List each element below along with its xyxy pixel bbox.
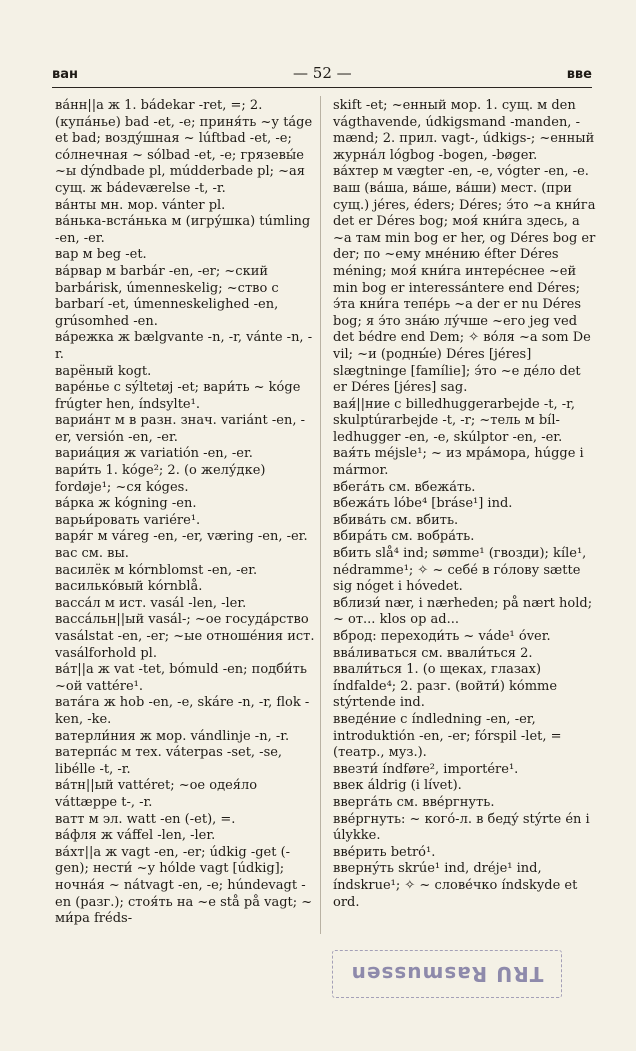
page-header <box>52 64 592 86</box>
dictionary-entry: вас см. вы. <box>55 546 129 562</box>
dictionary-entry: ва́фля ж váffel -len, -ler. <box>55 828 216 844</box>
column-divider <box>320 96 321 934</box>
dictionary-entry: вая́ть méjsle¹; ~ из мра́мора, húgge i mármor. <box>333 446 584 479</box>
stamp-text: TRU Rasmussen <box>350 962 544 986</box>
dictionary-entry: ва́нька-вста́нька м (игру́шка) túmling -en, -er. <box>55 214 311 246</box>
dictionary-entry: ва́рвар м barbár -en, -er; ~ский barbárisk, úmenneskelig; ~ство с barbarí -et, úmenneskelighed -en, grúsomhed -en. <box>55 263 279 329</box>
left-guide-word: ван <box>52 67 78 82</box>
dictionary-entry: вариа́ция ж variatión -en, -er. <box>55 446 253 462</box>
dictionary-entry: вбива́ть см. вбить. <box>333 512 459 528</box>
left-column <box>55 98 317 928</box>
dictionary-entry: вбега́ть см. вбежа́ть. <box>333 479 476 495</box>
dictionary-entry: ва́т||а ж vat -tet, bómuld -en; подби́ть ~ой vattére¹. <box>55 662 307 694</box>
dictionary-entry: вверга́ть см. вве́ргнуть. <box>333 794 495 810</box>
page-number: — 52 — <box>293 64 352 82</box>
dictionary-entry: василёк м kórnblomst -en, -er. <box>55 562 258 578</box>
dictionary-entry: ватт м эл. watt -en (-et), =. <box>55 811 236 827</box>
dictionary-entry: вбить slå⁴ ind; sømme¹ (гвозди); kíle¹, nédramme¹; ✧ ~ себе́ в го́лову sætte sig nóget i hóvedet. <box>333 546 587 595</box>
dictionary-entry: вари́ть 1. kóge²; 2. (о желу́дке) fordøje¹; ~ся kóges. <box>55 463 266 495</box>
dictionary-entry: вброд: переходи́ть ~ váde¹ óver. <box>333 629 551 644</box>
right-column <box>333 98 596 911</box>
dictionary-entry: васса́льн||ый vasál-; ~ое госуда́рство vasálstat -en, -er; ~ые отноше́ния ист. vasálforhold pl. <box>55 612 315 661</box>
dictionary-entry: вблизи́ nær, i nærheden; på nært hold; ~ от... klos op ad... <box>333 595 593 628</box>
dictionary-entry: ввезти́ índføre², importére¹. <box>333 761 519 777</box>
dictionary-entry: варя́г м váreg -en, -er, væring -en, -er. <box>55 529 308 545</box>
dictionary-entry: варёный kogt. <box>55 363 152 379</box>
dictionary-entry: ваш (ва́ша, ва́ше, ва́ши) мест. (при сущ.) jéres, éders; Déres; э́то ~а кни́га det er Déres bog; моя́ кни́га здесь, а ~а там min bog er her, og Déres bog er der; по ~ему мне́нию éfter Déres méning; моя́ кни́га интере́снее ~ей min bog er interessántere end Déres; э́та кни́га тепе́рь ~а der er nu Déres bog; я э́то зна́ю лу́чше ~его jeg ved det bédre end Dem; ✧ во́ля ~а som De vil; ~и (родны́е) Déres [jéres] slægtninge [famílie]; э́то ~е де́ло det er Déres [jéres] sag. <box>333 180 596 396</box>
dictionary-entry: ва́хтер м vægter -en, -e, vógter -en, -e. <box>333 164 589 180</box>
dictionary-entry: ва́тн||ый vattéret; ~ое одея́ло váttæppe t-, -r. <box>55 778 258 810</box>
dictionary-entry: вбира́ть см. вобра́ть. <box>333 529 475 545</box>
dictionary-entry: ва́режка ж bælgvante -n, -r, vánte -n, -r. <box>55 330 313 362</box>
dictionary-entry: вве́рить betró¹. <box>333 844 436 860</box>
dictionary-entry: варе́нье с sýltetøj -et; вари́ть ~ kóge frúgter hen, índsylte¹. <box>55 380 301 412</box>
dictionary-entry: вва́ливаться см. ввали́ться 2. <box>333 645 533 661</box>
dictionary-entry: вариа́нт м в разн. знач. variánt -en, -er, versión -en, -er. <box>55 413 306 445</box>
dictionary-entry: ватерли́ния ж мор. vándlinje -n, -r. <box>55 728 290 744</box>
dictionary-entry: ватерпа́с м тех. váterpas -set, -se, libélle -t, -r. <box>55 745 283 777</box>
dictionary-entry: ватáга ж hob -en, -e, skáre -n, -r, flok -ken, -ke. <box>55 695 310 727</box>
dictionary-entry: ва́нн||а ж 1. bádekar -ret, =; 2. (купа́нье) bad -et, -e; приня́ть ~у táge et bad; возду́шная ~ lúftbad -et, -e; со́лнечная ~ sólbad -et, -e; грязевы́е ~ы dýndbade pl, múdderbade pl; ~ая сущ. ж bádeværelse -t, -r. <box>55 98 313 196</box>
dictionary-entry: ввек áldrig (i lívet). <box>333 778 462 794</box>
dictionary-entry: skift -et; ~енный мор. 1. сущ. м den vágthavende, údkigsmand -manden, -mænd; 2. прил. vagt-, údkigs-; ~енный журна́л lógbog -bogen, -bøger. <box>333 98 595 163</box>
dictionary-entry: варьи́ровать variére¹. <box>55 512 201 528</box>
header-rule <box>52 87 592 88</box>
dictionary-entry: введе́ние с índledning -en, -er, introduktión -en, -er; fórspil -let, = (театр., муз.). <box>333 711 562 761</box>
dictionary-entry: васса́л м ист. vasál -len, -ler. <box>55 595 247 611</box>
dictionary-entry: ва́рка ж kógning -en. <box>55 496 197 512</box>
right-guide-word: вве <box>566 67 592 82</box>
dictionary-entry: ва́хт||а ж vagt -en, -er; údkig -get (-gen); нести́ ~у hólde vagt [údkig]; ночна́я ~ nátvagt -en, -e; húndevagt -en (разг.); стоя́ть на ~е stå på vagt; ~ ми́ра fréds- <box>55 844 313 927</box>
dictionary-entry: василько́вый kórnblå. <box>55 579 203 595</box>
dictionary-entry: вар м beg -et. <box>55 247 147 263</box>
dictionary-entry: вве́ргнуть: ~ кого́-л. в беду́ stýrte én i úlykke. <box>333 811 590 844</box>
dictionary-entry: ввали́ться 1. (о щеках, глазах) índfalde⁴; 2. разг. (войти́) kómme stýrtende ind. <box>333 662 558 711</box>
library-stamp <box>332 950 562 998</box>
dictionary-entry: ва́нты мн. мор. vánter pl. <box>55 197 226 213</box>
dictionary-entry: вая́||ние с billedhuggerarbejde -t, -r, skulptúrarbejde -t, -r; ~тель м bílledhugger -en, -e, skúlptor -en, -er. <box>333 396 576 445</box>
dictionary-entry: вбежа́ть lóbe⁴ [bráse¹] ind. <box>333 496 513 512</box>
dictionary-entry: ввернýть skrúe¹ ind, dréje¹ ind, índskrue¹; ✧ ~ слове́чко índskyde et ord. <box>333 861 578 910</box>
